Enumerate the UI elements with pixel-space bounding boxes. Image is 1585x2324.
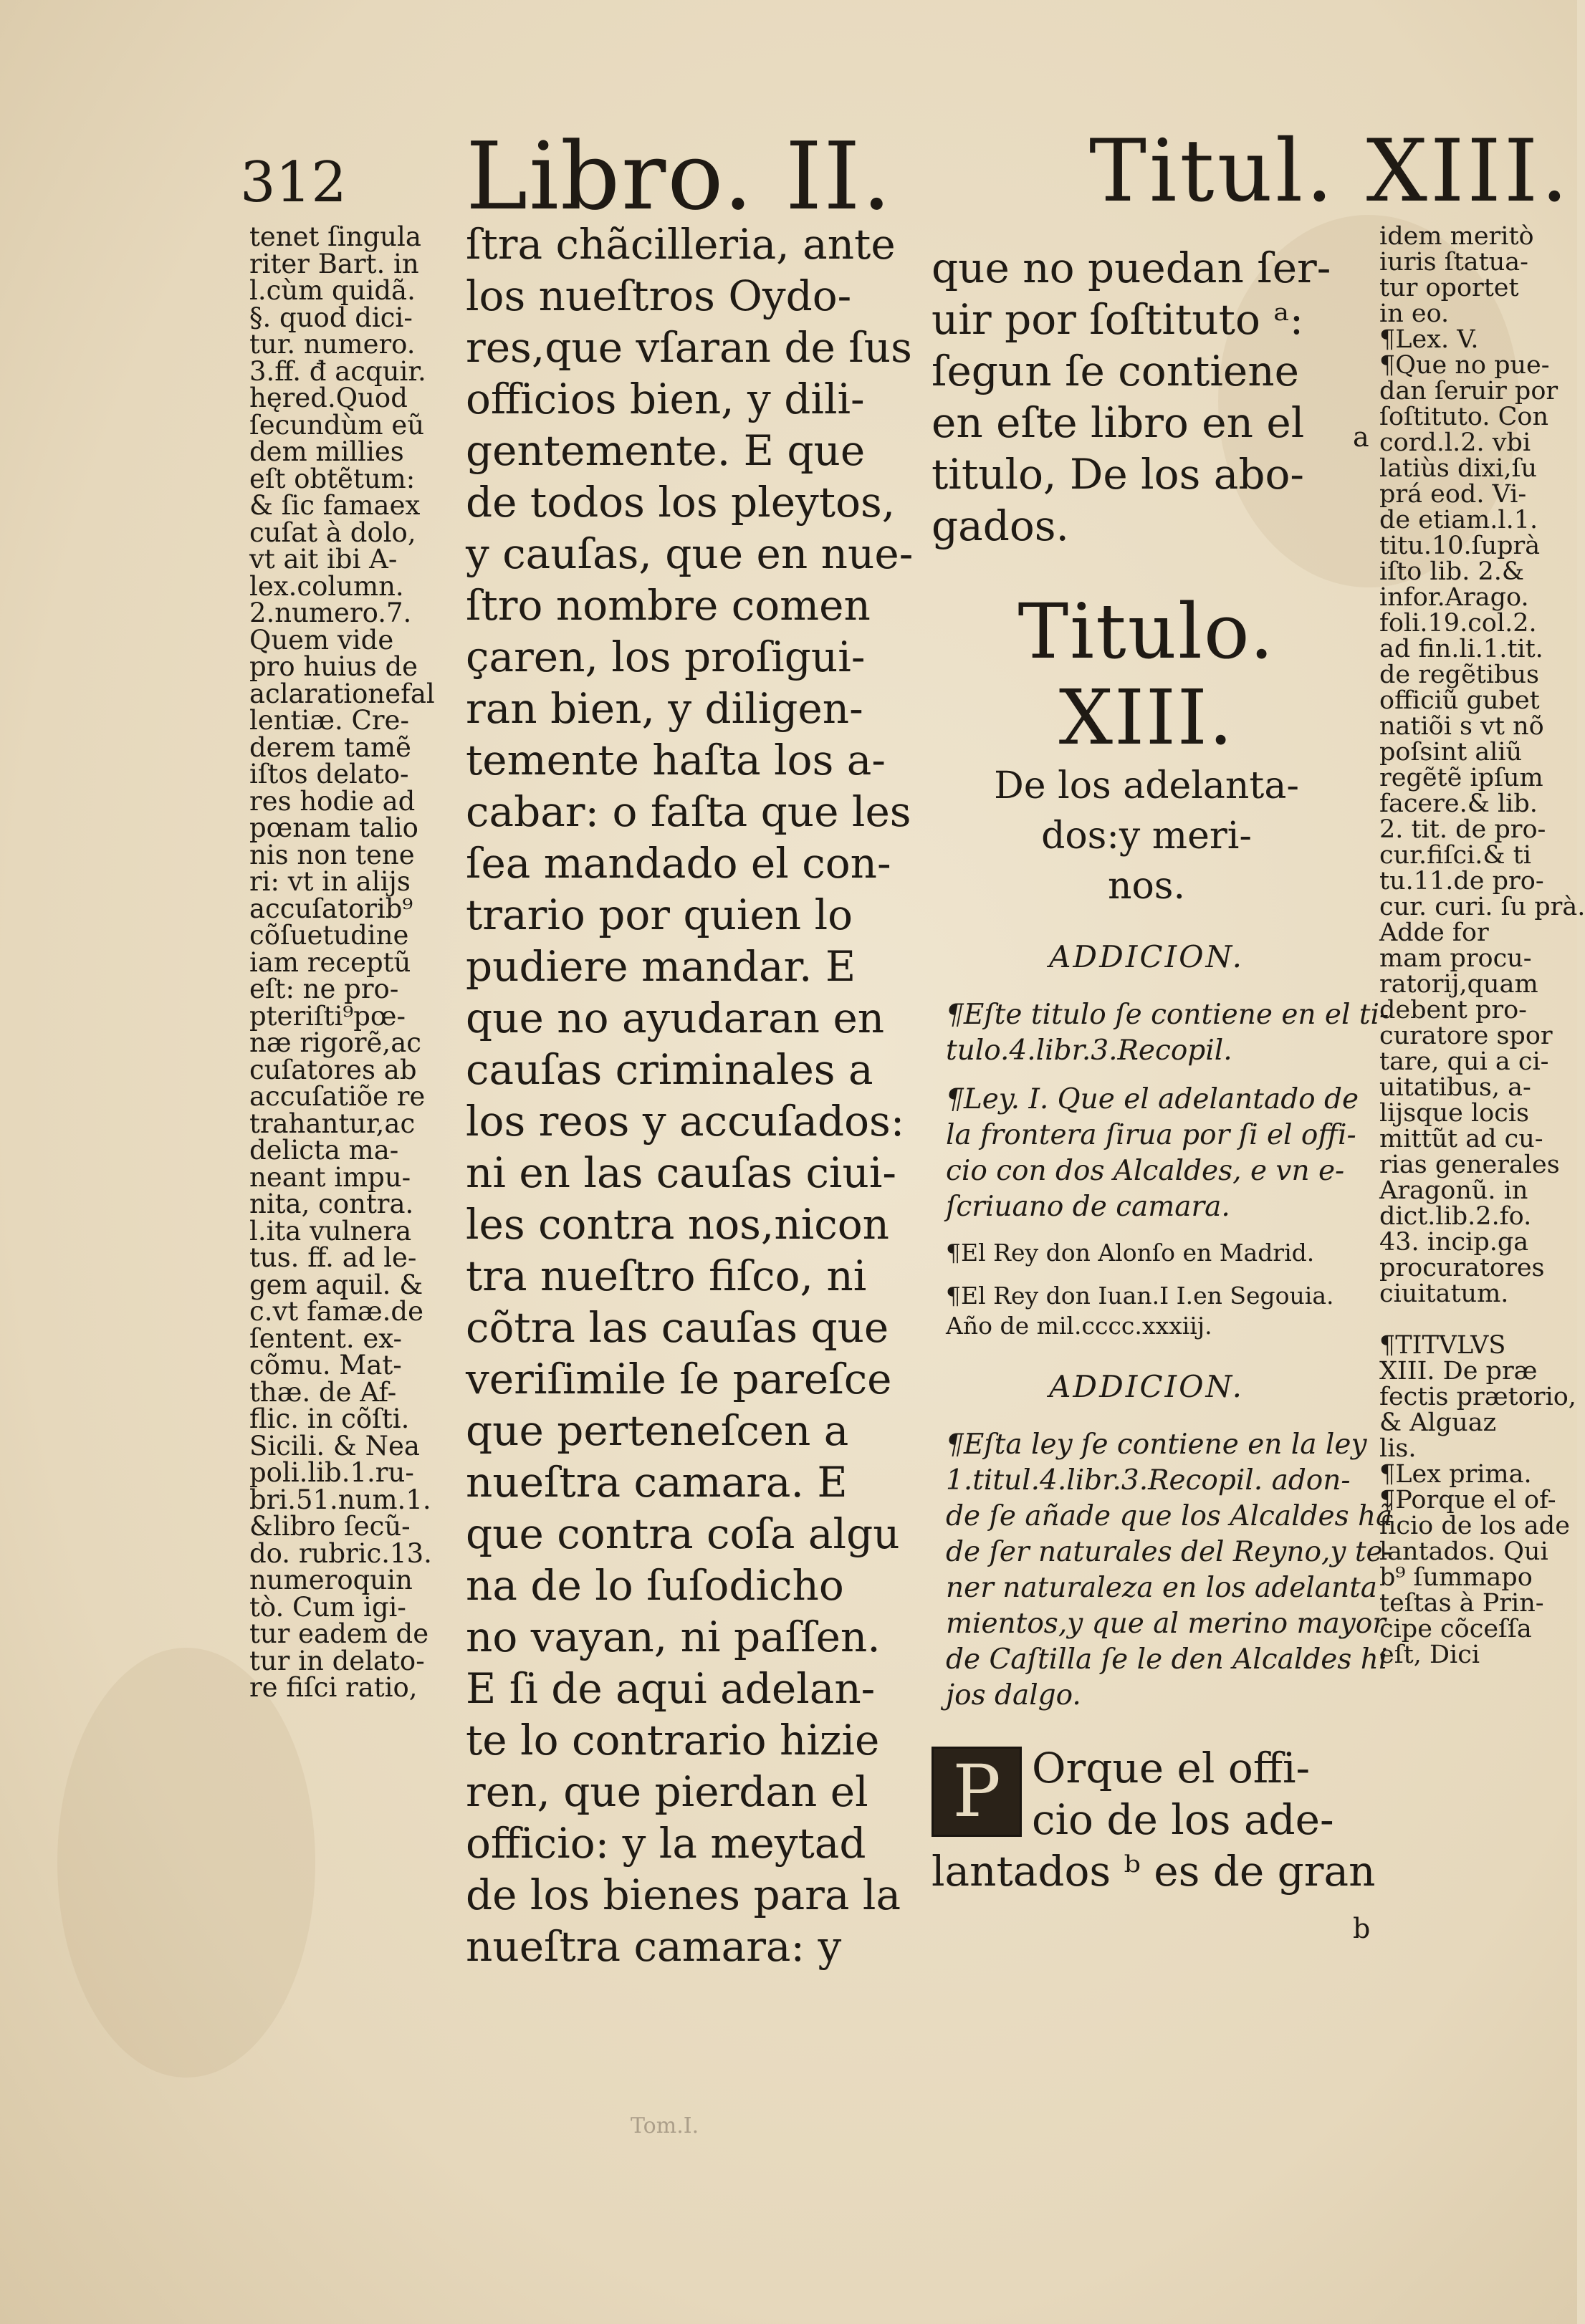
note-line: Año de mil.cccc.xxxiij.: [946, 1312, 1212, 1340]
note-line: tulo.4.libr.3.Recopil.: [946, 1034, 1232, 1067]
text-line: los reos y accuſados:: [466, 1097, 905, 1146]
addicion-heading: ADDICION.: [1049, 1369, 1244, 1404]
text-line: cio de los ade-: [1032, 1795, 1334, 1844]
gloss-line: dem millies: [249, 436, 404, 467]
gloss-line: Quem vide: [249, 624, 394, 656]
gloss-line: & Alguaz: [1379, 1408, 1497, 1437]
gloss-line: in eo.: [1379, 299, 1450, 328]
addicion-note: [946, 1427, 1393, 1714]
gloss-line: debent pro-: [1379, 996, 1528, 1024]
gloss-line: poli.lib.1.ru-: [249, 1457, 414, 1488]
gloss-line: iam receptũ: [249, 946, 411, 978]
note-line: mientos,y que al merino mayor: [946, 1608, 1386, 1640]
subtitle-line: De los adelanta-: [994, 764, 1299, 807]
gloss-line: poſsint aliũ: [1379, 738, 1523, 767]
text-line: E ſi de aqui adelan-: [466, 1664, 876, 1713]
gloss-line: pro huius de: [249, 651, 418, 682]
text-line: nueſtra camara: y: [466, 1922, 842, 1971]
gloss-line: dict.lib.2.fo.: [1379, 1202, 1532, 1231]
gloss-line: c.vt famæ.de: [249, 1296, 423, 1327]
gloss-line: ſoſtituto. Con: [1379, 403, 1549, 431]
gloss-line: de etiam.l.1.: [1379, 506, 1538, 534]
source-note: [946, 1281, 1361, 1341]
text-line: ſtro nombre comen: [466, 581, 871, 630]
left-margin-gloss: [249, 221, 435, 1703]
text-line: de los bienes para la: [466, 1871, 901, 1919]
gloss-line: lantados. Qui: [1379, 1537, 1548, 1566]
note-line: ¶Eſta ley ſe contiene en la ley: [946, 1429, 1367, 1461]
text-line: pudiere mandar. E: [466, 942, 856, 991]
text-line: temente haſta los a-: [466, 736, 886, 784]
gloss-line: vt ait ibi A-: [249, 544, 398, 575]
gloss-line: de regẽtibus: [1379, 661, 1539, 689]
main-text-column-2: [932, 242, 1393, 1897]
gloss-line: ſecundùm eũ: [249, 409, 425, 441]
gloss-line: cõmu. Mat-: [249, 1350, 402, 1381]
gloss-line: lijsque locis: [1379, 1099, 1530, 1128]
note-line: de ſe añade que los Alcaldes hã: [946, 1500, 1393, 1532]
gloss-line: cipe cõceſſa: [1379, 1615, 1532, 1643]
gloss-line: cuſatores ab: [249, 1054, 417, 1085]
gloss-line: teſtas à Prin-: [1379, 1589, 1544, 1618]
gloss-line: ¶Que no pue-: [1379, 351, 1550, 380]
note-line: 1.titul.4.libr.3.Recopil. adon-: [946, 1464, 1351, 1497]
note-line: ¶Eſte titulo ſe contiene en el ti-: [946, 999, 1389, 1031]
gloss-line: mittũt ad cu-: [1379, 1125, 1543, 1153]
gloss-line: tu.11.de pro-: [1379, 867, 1544, 895]
text-line: que no ayudaran en: [466, 994, 885, 1042]
text-line: ren, que pierdan el: [466, 1767, 868, 1816]
gloss-line: aclarationefal: [249, 678, 435, 709]
law-opening: [932, 1742, 1376, 1897]
gloss-line: Aragonũ. in: [1379, 1176, 1528, 1205]
text-line: tra nueſtro fiſco, ni: [466, 1252, 867, 1300]
gloss-line: 2. tit. de pro-: [1379, 815, 1546, 844]
footnote-marker: a: [1353, 421, 1369, 453]
gloss-line: lex.column.: [249, 570, 404, 602]
gloss-line: ¶TITVLVS: [1379, 1331, 1506, 1360]
gloss-line: 2.numero.7.: [249, 597, 412, 628]
text-line: officio: y la meytad: [466, 1819, 866, 1868]
text-line: que no puedan ſer-: [932, 244, 1331, 292]
gloss-line: iſto lib. 2.&: [1379, 557, 1525, 586]
gloss-line: ratorij,quam: [1379, 970, 1538, 999]
gloss-line: eſt, Dici: [1379, 1641, 1480, 1669]
gloss-line: 3.ff. đ acquir.: [249, 355, 426, 387]
note-line: de ſer naturales del Reyno,y te-: [946, 1536, 1392, 1568]
gloss-line: flic. in cõſti.: [249, 1403, 410, 1434]
gloss-line: pœnam talio: [249, 812, 418, 843]
text-line: cõtra las cauſas que: [466, 1303, 889, 1352]
gloss-line: cur.fiſci.& ti: [1379, 841, 1531, 870]
text-line: res,que vſaran de ſus: [466, 323, 912, 372]
gloss-line: Adde for: [1379, 918, 1489, 947]
text-line: çaren, los proſigui-: [466, 633, 866, 681]
gloss-line: cuſat à dolo,: [249, 517, 416, 548]
gloss-line: thæ. de Af-: [249, 1376, 397, 1408]
gloss-line: [1379, 1307, 1555, 1333]
gloss-line: ciuitatum.: [1379, 1279, 1509, 1308]
note-line: ¶Ley. I. Que el adelantado de: [946, 1083, 1359, 1115]
gloss-line: l.ita vulnera: [249, 1215, 412, 1247]
note-line: de Caſtilla ſe le den Alcaldes hi: [946, 1643, 1388, 1676]
gloss-line: neant impu-: [249, 1161, 411, 1193]
gloss-line: næ rigorẽ,ac: [249, 1027, 421, 1058]
text-line: uir por ſoſtituto ᵃ:: [932, 295, 1304, 344]
text-line: na de lo ſuſodicho: [466, 1561, 844, 1610]
gloss-line: tenet ſingula: [249, 221, 421, 252]
text-line: veriſimile ſe pareſce: [466, 1355, 892, 1403]
gloss-line: rias generales: [1379, 1151, 1560, 1179]
gloss-line: titu.10.ſuprà: [1379, 532, 1541, 560]
gloss-line: ficio de los ade: [1379, 1512, 1570, 1540]
gloss-line: 43. incip.ga: [1379, 1228, 1529, 1257]
gloss-line: ¶Porque el of-: [1379, 1486, 1556, 1514]
gloss-line: eſt: ne pro-: [249, 974, 399, 1004]
gloss-line: Sicili. & Nea: [249, 1430, 420, 1461]
text-line: de todos los pleytos,: [466, 478, 896, 527]
gloss-line: pteriſti⁹pœ-: [249, 1000, 406, 1032]
text-line: que contra coſa algu: [466, 1509, 900, 1558]
right-margin-gloss: [1379, 222, 1585, 1669]
text-line: ran bien, y diligen-: [466, 684, 863, 733]
gloss-line: numeroquin: [249, 1565, 413, 1595]
text-line: lantados ᵇ es de gran: [932, 1847, 1376, 1896]
note-line: ner naturaleza en los adelanta: [946, 1572, 1378, 1604]
gloss-line: regẽtẽ ipſum: [1379, 764, 1543, 792]
gloss-line: ¶Lex prima.: [1379, 1460, 1532, 1489]
gloss-line: XIII. De præ: [1379, 1357, 1538, 1386]
text-line: te lo contrario hizie: [466, 1716, 880, 1764]
note-line: jos dalgo.: [946, 1679, 1081, 1711]
text-line: ſegun ſe contiene: [932, 347, 1299, 395]
gloss-line: tare, qui a ci-: [1379, 1047, 1549, 1076]
gloss-line: tur eadem de: [249, 1618, 429, 1649]
gloss-line: nita, contra.: [249, 1189, 414, 1219]
source-note: ¶El Rey don Alonſo en Madrid.: [946, 1239, 1315, 1267]
gloss-line: officiũ gubet: [1379, 686, 1540, 715]
text-line: nueſtra camara. E: [466, 1458, 848, 1507]
gloss-line: ri: vt in alijs: [249, 866, 411, 897]
gloss-line: ¶Lex. V.: [1379, 325, 1479, 354]
footnote-marker: b: [1353, 1913, 1371, 1944]
gloss-line: uitatibus, a-: [1379, 1073, 1531, 1102]
text-line: cauſas criminales a: [466, 1045, 873, 1094]
gloss-line: bri.51.num.1.: [249, 1484, 431, 1515]
gloss-line: b⁹ ſummapo: [1379, 1563, 1533, 1592]
gloss-line: cord.l.2. vbi: [1379, 428, 1531, 457]
gloss-line: tur. numero.: [249, 329, 416, 360]
main-text-column-1: [466, 219, 914, 1972]
gloss-line: & ſic famaex: [249, 490, 421, 521]
gloss-line: lis.: [1379, 1434, 1417, 1463]
gloss-line: foli.19.col.2.: [1379, 609, 1537, 638]
page-header: [0, 107, 1577, 231]
gloss-line: delicta ma-: [249, 1135, 399, 1166]
note-line: la frontera ſirua por ſi el offi-: [946, 1119, 1356, 1151]
gloss-line: cõſuetudine: [249, 920, 409, 951]
running-head-right: Titul. XIII.: [1089, 122, 1571, 221]
gloss-line: natiõi s vt nõ: [1379, 712, 1544, 741]
text-line: que perteneſcen a: [466, 1406, 849, 1455]
text-line: trario por quien lo: [466, 890, 853, 939]
gloss-line: infor.Arago.: [1379, 583, 1529, 612]
gloss-line: lentiæ. Cre-: [249, 705, 409, 736]
gloss-line: §. quod dici-: [249, 302, 413, 333]
ley-summary-note: [946, 1082, 1361, 1225]
gloss-line: prá eod. Vi-: [1379, 480, 1527, 509]
text-line: ni en las cauſas ciui-: [466, 1148, 896, 1197]
text-line: los nueſtros Oydo-: [466, 272, 852, 320]
gloss-line: mam procu-: [1379, 944, 1532, 973]
running-head-left: Libro. II.: [466, 122, 893, 231]
gloss-line: ſentent. ex-: [249, 1322, 403, 1354]
page-number: 312: [240, 150, 347, 215]
text-line: ſtra chãcilleria, ante: [466, 220, 896, 269]
text-line: titulo, De los abo-: [932, 450, 1305, 499]
note-line: ſcriuano de camara.: [946, 1191, 1230, 1223]
text-line: officios bien, y dili-: [466, 375, 865, 423]
gloss-line: latiùs dixi,ſu: [1379, 454, 1538, 483]
section-subtitle: [932, 761, 1361, 911]
gloss-line: tur in delato-: [249, 1645, 425, 1676]
gloss-line: &libro ſecũ-: [249, 1511, 411, 1542]
gloss-line: res hodie ad: [249, 785, 416, 817]
addicion-heading: ADDICION.: [1049, 939, 1244, 974]
gloss-line: tus. ff. ad le-: [249, 1242, 417, 1273]
text-line: ſea mandado el con-: [466, 839, 891, 888]
decorated-initial: P: [932, 1747, 1022, 1837]
text-line: gentemente. E que: [466, 426, 866, 475]
gloss-line: gem aquil. &: [249, 1269, 423, 1300]
subtitle-line: dos:y meri-: [1041, 815, 1252, 858]
gloss-line: derem tamẽ: [249, 731, 411, 763]
note-line: ¶El Rey don Iuan.I I.en Segouia.: [946, 1282, 1334, 1310]
gloss-line: accuſatiõe re: [249, 1081, 426, 1112]
text-line: les contra nos,nicon: [466, 1200, 890, 1249]
gloss-line: nis non tene: [249, 839, 415, 870]
gloss-line: l.cùm quidã.: [249, 275, 416, 306]
gloss-line: cur. curi. ſu prà.: [1379, 893, 1585, 921]
gloss-line: fectis prætorio,: [1379, 1383, 1576, 1411]
text-line: y cauſas, que en nue-: [466, 529, 914, 578]
gloss-line: trahantur,ac: [249, 1108, 416, 1139]
catchword: Tom.I.: [631, 2113, 699, 2138]
section-title: Titulo. XIII.: [1017, 587, 1275, 762]
text-line: Orque el offi-: [1032, 1744, 1311, 1792]
gloss-line: idem meritò: [1379, 222, 1534, 251]
addicion-note: [946, 997, 1389, 1069]
paper-stain: [57, 1648, 315, 2078]
gloss-line: eſt obtẽtum:: [249, 463, 416, 494]
note-line: cio con dos Alcaldes, e vn e-: [946, 1155, 1345, 1187]
gloss-line: tur oportet: [1379, 274, 1519, 302]
text-line: cabar: o faſta que les: [466, 787, 911, 836]
column-2-opening-text: [932, 242, 1361, 552]
gloss-line: re fiſci ratio,: [249, 1672, 418, 1703]
gloss-line: tò. Cum igi-: [249, 1591, 406, 1623]
gloss-line: do. rubric.13.: [249, 1537, 432, 1569]
gloss-line: hęred.Quod: [249, 383, 408, 413]
gloss-line: facere.& lib.: [1379, 789, 1538, 818]
gloss-line: riter Bart. in: [249, 248, 419, 279]
gloss-line: procuratores: [1379, 1254, 1545, 1282]
gloss-line: iſtos delato-: [249, 759, 409, 789]
gloss-line: accuſatorib⁹: [249, 893, 413, 924]
gloss-line: ad fin.li.1.tit.: [1379, 635, 1543, 663]
gloss-line: dan ſeruir por: [1379, 377, 1558, 405]
gloss-line: curatore spor: [1379, 1022, 1553, 1050]
text-line: gados.: [932, 501, 1069, 550]
subtitle-line: nos.: [1107, 865, 1185, 908]
text-line: no vayan, ni paſſen.: [466, 1613, 881, 1661]
text-line: en eſte libro en el: [932, 398, 1305, 447]
gloss-line: iuris ſtatua-: [1379, 248, 1528, 277]
